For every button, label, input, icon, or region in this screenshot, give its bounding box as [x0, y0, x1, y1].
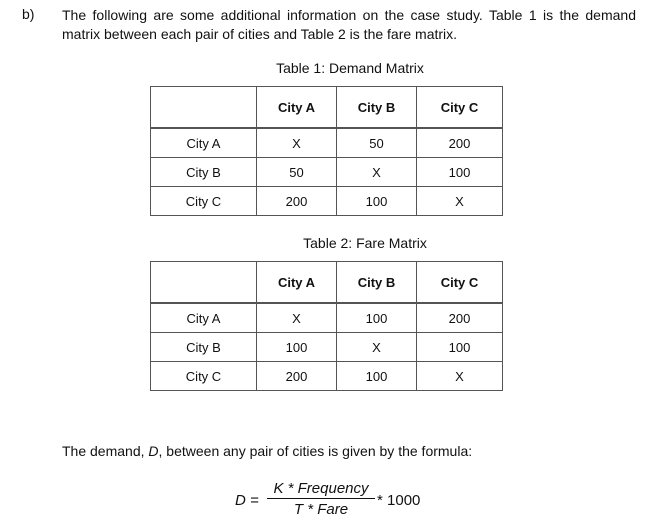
cell: 50 — [257, 158, 337, 187]
column-header: City A — [257, 262, 337, 303]
column-header: City A — [257, 87, 337, 128]
row-label: City A — [151, 129, 257, 158]
table-header-row — [151, 262, 503, 303]
cell: 100 — [337, 362, 417, 391]
cell: 100 — [337, 187, 417, 216]
cell: 200 — [257, 187, 337, 216]
row-label: City B — [151, 158, 257, 187]
table1-caption: Table 1: Demand Matrix — [276, 60, 424, 76]
cell: 200 — [417, 304, 503, 333]
cell: X — [417, 362, 503, 391]
formula-lhs: D = — [235, 492, 259, 509]
table-header-row — [151, 87, 503, 128]
column-header: City B — [337, 87, 417, 128]
column-header: City C — [417, 262, 503, 303]
table-row — [151, 362, 503, 391]
formula-rhs: * 1000 — [377, 492, 421, 509]
cell: X — [337, 333, 417, 362]
cell: 200 — [417, 129, 503, 158]
fare-matrix-table — [150, 261, 503, 391]
cell: 100 — [337, 304, 417, 333]
row-label: City C — [151, 187, 257, 216]
cell: 200 — [257, 362, 337, 391]
column-header: City B — [337, 262, 417, 303]
cell: X — [257, 304, 337, 333]
cell: X — [337, 158, 417, 187]
formula-denominator: T * Fare — [293, 501, 349, 518]
cell: X — [257, 129, 337, 158]
cell: 50 — [337, 129, 417, 158]
cell: X — [417, 187, 503, 216]
table-row — [151, 333, 503, 362]
table-row — [151, 304, 503, 333]
section-label: b) — [22, 6, 35, 22]
demand-matrix-table — [150, 86, 503, 216]
table-row — [151, 187, 503, 216]
formula-intro-variable: D — [148, 443, 159, 459]
table-row — [151, 129, 503, 158]
formula-intro-prefix: The demand, — [62, 443, 149, 459]
row-label: City A — [151, 304, 257, 333]
row-label: City B — [151, 333, 257, 362]
formula-intro-suffix: , between any pair of cities is given by the formula: — [158, 443, 473, 459]
cell: 100 — [417, 333, 503, 362]
cell: 100 — [257, 333, 337, 362]
intro-paragraph: The following are some additional information on the case study. Table 1 is the demand matrix between each pair of cities and Table 2 is the fare matrix. — [62, 7, 636, 42]
row-label: City C — [151, 362, 257, 391]
formula-numerator: K * Frequency — [267, 480, 375, 499]
column-header: City C — [417, 87, 503, 128]
cell: 100 — [417, 158, 503, 187]
table-row — [151, 158, 503, 187]
corner-cell — [151, 87, 257, 128]
formula-fraction — [267, 480, 375, 518]
table2-caption: Table 2: Fare Matrix — [303, 235, 427, 251]
corner-cell — [151, 262, 257, 303]
formula-intro — [62, 443, 472, 459]
